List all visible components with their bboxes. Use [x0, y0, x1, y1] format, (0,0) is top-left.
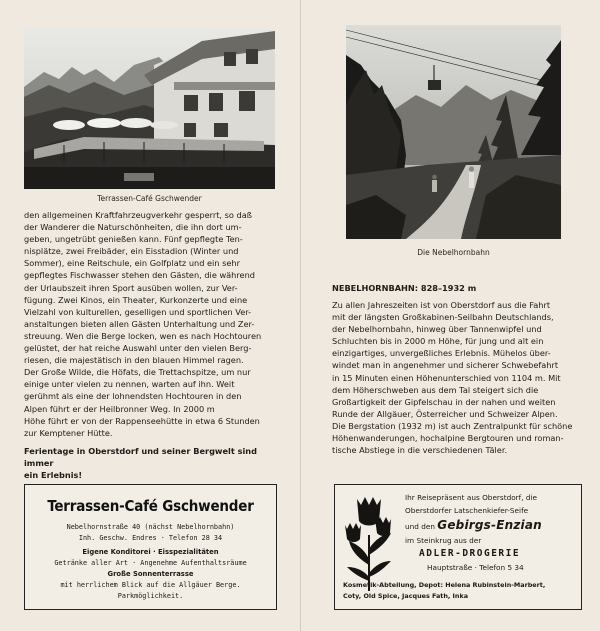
body-line: in 15 Minuten einen Höhenunterschied von 1104 m. Mit	[332, 372, 561, 383]
body-line: gerühmt als eine der lohnendsten Hochtouren in den	[24, 391, 242, 402]
body-line: mit der längsten Großkabinen-Seilbahn Deutschlands,	[332, 312, 554, 323]
ad-cafe-owner: Inh. Geschw. Endres · Telefon 28 34	[78, 534, 223, 542]
ad-drogerie-store: ADLER-DROGERIE	[419, 548, 521, 559]
body-line: nisplätze, zwei Freibäder, ein Eisstadion (Winter und	[24, 246, 239, 257]
body-line: windet man in angenehmer und sicherer Schwebefahrt	[332, 360, 559, 371]
body-line: Höhe führt er von der Rappenseehütte in etwa 6 Stunden	[24, 415, 260, 426]
ad-drogerie-brand: Gebirgs-Enzian	[437, 518, 542, 532]
body-line: riesen, die majestätisch in den blauen Himmel ragen.	[24, 355, 244, 366]
body-line: gelüstet, der hat reiche Auswahl unter den vielen Berg-	[24, 343, 252, 354]
left-body-text	[24, 209, 276, 439]
ad-drogerie-line3	[405, 518, 542, 532]
ad-drogerie-address: Hauptstraße · Telefon 5 34	[427, 563, 524, 572]
ad-cafe-parking: Parkmöglichkeit.	[117, 592, 184, 600]
ad-drogerie-line2: Oberstdorfer Latschenkiefer-Seife	[405, 506, 529, 515]
page-fold	[300, 0, 301, 631]
body-line: der Nebelhornbahn, hinweg über Tannenwipfel und	[332, 324, 542, 335]
ad-cafe-address: Nebelhornstraße 40 (nächst Nebelhornbahn)	[66, 523, 235, 531]
ad-cafe-view: mit herrlichem Blick auf die Allgäuer Berge.	[60, 581, 241, 589]
body-line: einzigartiges, unvergeßliches Erlebnis. Mühelos über-	[332, 348, 551, 359]
body-line: Höhenwanderungen, hochalpine Bergtouren und roman-	[332, 433, 564, 444]
nebelhornbahn-photo	[346, 25, 561, 239]
nebelhornbahn-heading: NEBELHORNBAHN: 828–1932 m	[332, 283, 477, 293]
body-line: Die Bergstation (1932 m) ist auch Zentralpunkt für schöne	[332, 420, 573, 431]
ad-cafe-drinks: Getränke aller Art · Angenehme Aufenthaltsräume	[54, 559, 247, 567]
body-line: Vielzahl von kulturellen, geselligen und sportlichen Ver-	[24, 306, 252, 317]
body-line: Großartigkeit der Gipfelschau in der nahen und weiten	[332, 396, 556, 407]
tagline-line: Ferientage in Oberstdorf und seiner Bergwelt sind immer	[24, 446, 257, 468]
drogerie-advertisement	[334, 484, 582, 610]
cafe-photo-caption: Terrassen-Café Gschwender	[97, 194, 202, 203]
body-line: Runde der Allgäuer, Österreicher und Schweizer Alpen.	[332, 408, 558, 419]
tagline	[24, 445, 276, 481]
body-line: dem Höherschweben aus dem Tal steigert sich die	[332, 384, 539, 395]
ad-drogerie-line4: im Steinkrug aus der	[405, 536, 482, 545]
ad-drogerie-footer1: Kosmetik-Abteilung, Depot: Helena Rubinstein-Marbert,	[343, 581, 546, 589]
tagline-line: ein Erlebnis!	[24, 470, 83, 480]
body-line: tische Abstiege in die verschiedenen Täler.	[332, 445, 508, 456]
nebelhornbahn-photo-caption: Die Nebelhornbahn	[417, 248, 490, 257]
cafe-photo	[24, 27, 275, 189]
body-line: geben, ungetrübt genießen kann. Fünf gepflegte Ten-	[24, 234, 243, 245]
body-line: zur Kemptener Hütte.	[24, 427, 113, 438]
ad-cafe-title: Terrassen-Café Gschwender	[47, 497, 254, 515]
body-line: Sommer), eine Reitschule, ein Golfplatz und ein sehr	[24, 258, 240, 269]
body-line: streuung. Wen die Berge locken, wen es nach Hochtouren	[24, 330, 262, 341]
body-line: einige unter vielen zu nennen, warten auf ihn. Weit	[24, 379, 235, 390]
body-line: fügung. Zwei Kinos, ein Theater, Kurkonzerte und eine	[24, 294, 248, 305]
body-line: der Urlaubszeit ihren Sport ausüben wollen, zur Ver-	[24, 282, 238, 293]
body-line: Zu allen Jahreszeiten ist von Oberstdorf aus die Fahrt	[332, 300, 551, 310]
gentian-flower-icon	[341, 495, 397, 595]
body-line: anstaltungen bieten allen Gästen Unterhaltung und Zer-	[24, 318, 255, 329]
body-line: Schluchten bis in 2000 m Höhe, für jung und alt ein	[332, 336, 544, 347]
cafe-advertisement	[24, 484, 277, 610]
ad-cafe-specialties: Eigene Konditorei · Eisspezialitäten	[82, 548, 219, 556]
body-line: Alpen führt er der Heilbronner Weg. In 2000 m	[24, 403, 215, 414]
ad-drogerie-line1: Ihr Reisepräsent aus Oberstdorf, die	[405, 493, 538, 502]
body-line: gepflegtes Fischwasser stehen den Gästen, die während	[24, 270, 255, 281]
body-line: den allgemeinen Kraftfahrzeugverkehr gesperrt, so daß	[24, 210, 252, 220]
ad-drogerie-line3-prefix: und den	[405, 522, 435, 531]
body-line: Der Große Wilde, die Höfats, die Trettachspitze, um nur	[24, 367, 251, 378]
ad-drogerie-footer2: Coty, Old Spice, Jacques Fath, Inka	[343, 592, 469, 600]
right-body-text	[332, 299, 577, 456]
body-line: der Wanderer die Naturschönheiten, die ihn dort um-	[24, 222, 242, 233]
ad-cafe-terrace: Große Sonnenterrasse	[107, 570, 194, 578]
